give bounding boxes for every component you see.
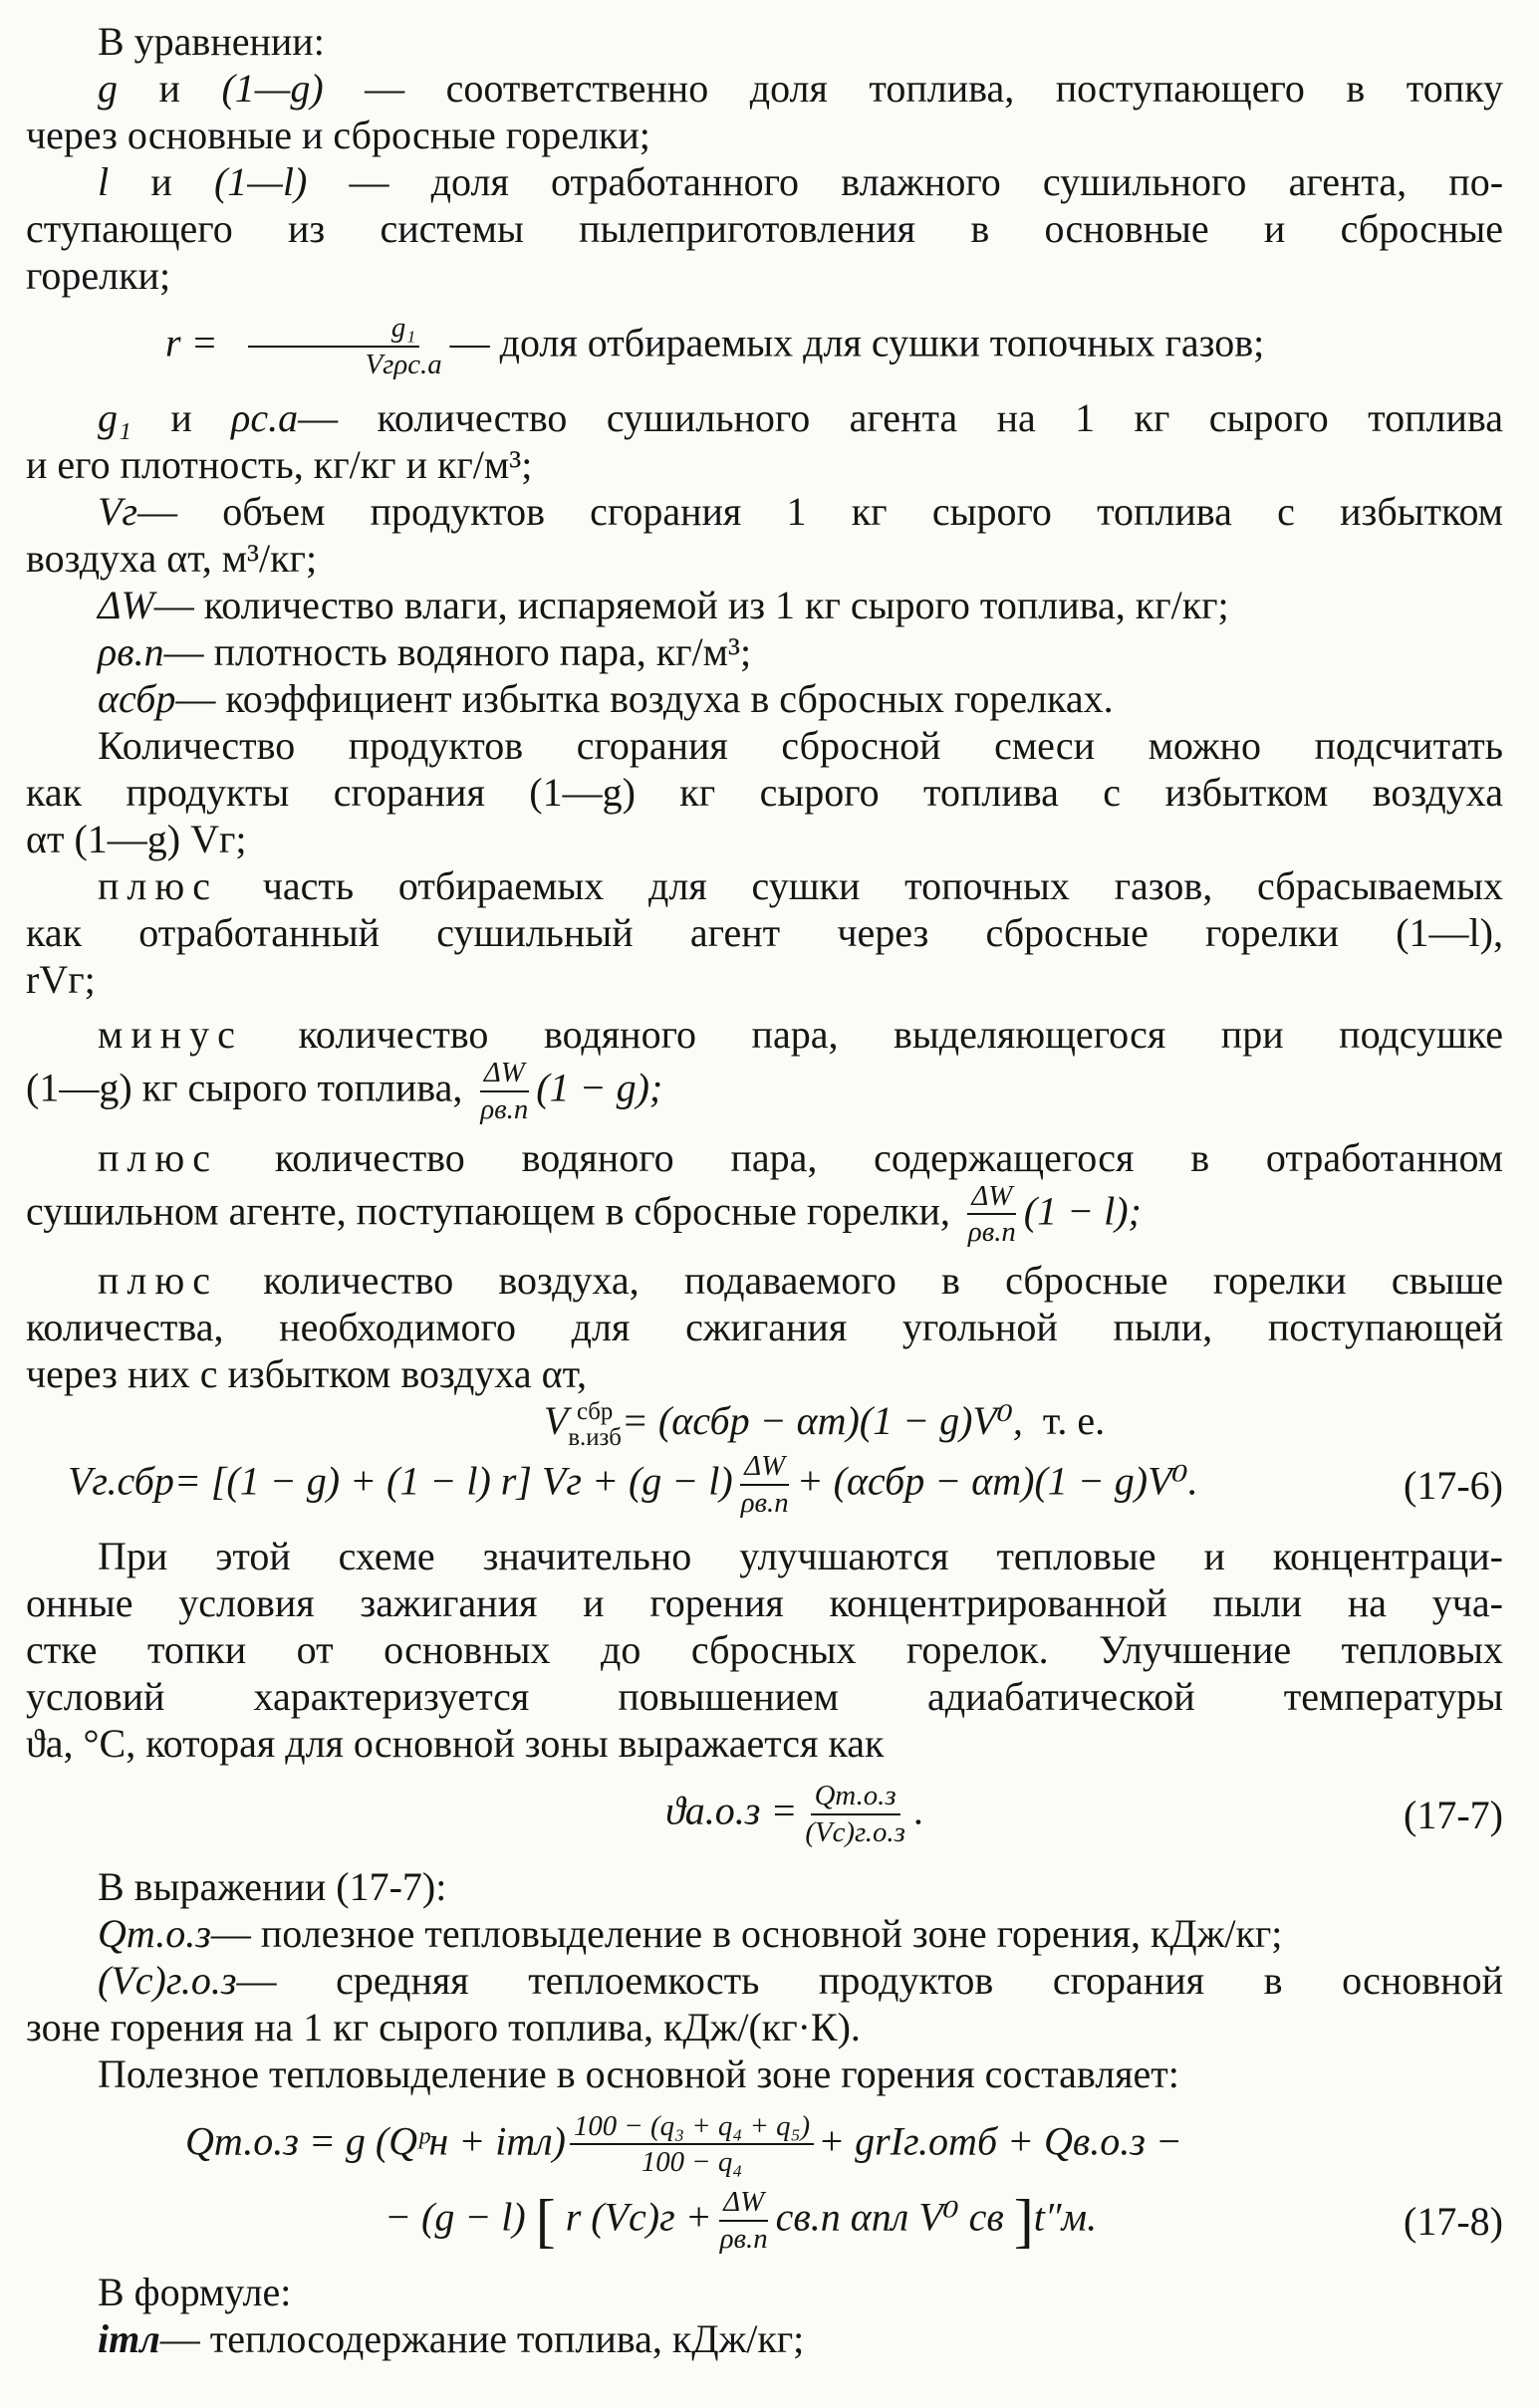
plus3-word: плюс bbox=[98, 1258, 219, 1304]
eq-17-8-fraction bbox=[570, 2111, 814, 2179]
sym-g: g bbox=[98, 66, 118, 111]
eq-17-8-frac2-num: ΔW bbox=[719, 2187, 768, 2222]
eq-17-7-lhs: ϑа.о.з = bbox=[665, 1788, 798, 1833]
def-l-cont: ступающего из системы пылеприготовления в основные и сбросные bbox=[26, 206, 1503, 251]
def-alpha bbox=[26, 675, 1503, 722]
minus1-frac-den: ρв.п bbox=[480, 1093, 529, 1126]
eq-v-izb-indices bbox=[568, 1399, 622, 1451]
eq-17-8-number: (17-8) bbox=[1404, 2198, 1503, 2244]
eq-17-8-body1 bbox=[185, 2111, 1503, 2179]
eq-17-7-fraction bbox=[801, 1781, 908, 1848]
sym-l: l bbox=[98, 159, 110, 204]
expr-heading: В выражении (17-7): bbox=[98, 1863, 447, 1909]
eq-v-izb bbox=[26, 1397, 1503, 1451]
def-vc-cont: зоне горения на 1 кг сырого топлива, кДж/(кг·К). bbox=[26, 2004, 861, 2049]
eq-17-8-frac2-den: ρв.п bbox=[719, 2222, 768, 2255]
eq-17-7-tail: . bbox=[912, 1788, 923, 1833]
eq-17-8-line2a: − (g − l) bbox=[385, 2194, 526, 2240]
minus1-line2 bbox=[26, 1058, 1503, 1125]
def-r-text: — доля отбираемых для сушки топочных газов; bbox=[449, 320, 1265, 365]
eq-v-izb-lhs: V bbox=[543, 1398, 569, 1444]
def-g: g и (1—g) — соответственно доля топлива, поступающего в топку bbox=[98, 66, 1504, 111]
equation-17-8-line2 bbox=[26, 2187, 1503, 2255]
minus1-text: количество водяного пара, выделяющегося при подсушке bbox=[298, 1012, 1503, 1058]
def-g1 bbox=[26, 394, 1503, 441]
def-vc-text: — средняя теплоемкость продуктов сгорания в основной bbox=[236, 1957, 1503, 2003]
intro-heading: В уравнении: bbox=[98, 19, 325, 64]
def-itl bbox=[26, 2315, 1503, 2362]
plus3-line3: через них с избытком воздуха αт, bbox=[26, 1351, 588, 1397]
open-bracket: [ bbox=[535, 2188, 556, 2255]
eq-17-8-fraction2 bbox=[716, 2187, 772, 2255]
def-rho-vp-text: — плотность водяного пара, кг/м³; bbox=[163, 629, 752, 675]
plus2-line1 bbox=[26, 1134, 1503, 1181]
r-frac-num: g₁ bbox=[248, 313, 419, 348]
def-vg-text: — объем продуктов сгорания 1 кг сырого топлива с избытком bbox=[137, 489, 1503, 535]
plus2-frac-num: ΔW bbox=[967, 1181, 1016, 1216]
sym-alpha: αсбр bbox=[98, 676, 176, 722]
scheme-line4: условий характеризуется повышением адиабатической температуры bbox=[26, 1674, 1503, 1720]
eq-v-izb-sub: в.изб bbox=[568, 1423, 622, 1451]
def-l-cont2: горелки; bbox=[26, 253, 171, 298]
def-g1-text: — количество сушильного агента на 1 кг сырого топлива bbox=[298, 395, 1504, 441]
minus1-tail: (1 − g); bbox=[536, 1065, 663, 1110]
r-lhs: r = bbox=[165, 320, 218, 365]
minus1-word: минус bbox=[98, 1012, 243, 1058]
def-alpha-text: — коэффициент избытка воздуха в сбросных горелках. bbox=[175, 676, 1114, 722]
minus1-line1 bbox=[26, 1011, 1503, 1058]
count-line3: αт (1—g) Vг; bbox=[26, 817, 247, 862]
def-itl-text: — теплосодержание топлива, кДж/кг; bbox=[159, 2316, 805, 2362]
def-vc bbox=[26, 1957, 1503, 2004]
count-line1: Количество продуктов сгорания сбросной смеси можно подсчитать bbox=[98, 723, 1503, 769]
plus1-line3: rVг; bbox=[26, 957, 96, 1003]
def-q bbox=[26, 1910, 1503, 1957]
minus1-frac-num: ΔW bbox=[480, 1058, 529, 1092]
sym-itl: iтл bbox=[98, 2316, 160, 2362]
eq-17-8-line2d: t″м. bbox=[1033, 2194, 1098, 2240]
useful-heat-line: Полезное тепловыделение в основной зоне горения составляет: bbox=[98, 2050, 1179, 2096]
def-q-text: — полезное тепловыделение в основной зоне горения, кДж/кг; bbox=[210, 1910, 1283, 1956]
eq-17-8-line2b: r (Vc)г + bbox=[565, 2194, 712, 2240]
def-g1-cont: и его плотность, кг/кг и кг/м³; bbox=[26, 442, 533, 488]
eq-17-6-part2: + (αсбр − αт)(1 − g)V⁰. bbox=[796, 1458, 1198, 1504]
plus2-tail: (1 − l); bbox=[1023, 1188, 1142, 1234]
plus2-word: плюс bbox=[98, 1134, 219, 1180]
scheme-line2: онные условия зажигания и горения концентрированной пыли на уча- bbox=[26, 1580, 1503, 1626]
eq-17-6-lhs: Vг.сбр bbox=[68, 1458, 174, 1504]
equation-17-7 bbox=[26, 1781, 1503, 1848]
eq-17-8-body2 bbox=[385, 2187, 1404, 2255]
plus2-text: количество водяного пара, содержащегося в отработанном bbox=[274, 1134, 1503, 1180]
def-dw bbox=[26, 582, 1503, 628]
eq-v-izb-rhs: = (αсбр − αт)(1 − g)V⁰, bbox=[621, 1398, 1023, 1444]
sym-rho-vp: ρв.п bbox=[98, 629, 164, 675]
def-vg bbox=[26, 488, 1503, 535]
def-dw-text: — количество влаги, испаряемой из 1 кг сырого топлива, кг/кг; bbox=[153, 583, 1229, 628]
minus1-fraction bbox=[476, 1058, 532, 1125]
plus1-text: часть отбираемых для сушки топочных газов, сбрасываемых bbox=[262, 863, 1504, 909]
sym-dw: ΔW bbox=[98, 583, 154, 628]
plus3-text: количество воздуха, подаваемого в сбросные горелки свыше bbox=[263, 1258, 1503, 1304]
sym-vc: (Vc)г.о.з bbox=[98, 1957, 237, 2003]
plus1-line1 bbox=[26, 862, 1503, 909]
expr-1-l: (1—l) bbox=[213, 159, 308, 204]
plus2-text2: сушильном агенте, поступающем в сбросные горелки, bbox=[26, 1188, 950, 1234]
g1-and: и bbox=[170, 395, 192, 441]
sym-rho-sa: ρс.а bbox=[231, 395, 299, 441]
scheme-line5: ϑа, °С, которая для основной зоны выражается как bbox=[26, 1721, 885, 1767]
eq-17-6-frac-num: ΔW bbox=[740, 1451, 789, 1486]
plus2-line2 bbox=[26, 1181, 1503, 1249]
sym-q: Qт.о.з bbox=[98, 1910, 211, 1956]
scheme-line3: стке топки от основных до сбросных горелок. Улучшение тепловых bbox=[26, 1627, 1503, 1673]
eq-v-izb-sup: сбр bbox=[576, 1397, 614, 1425]
def-vg-cont: воздуха αт, м³/кг; bbox=[26, 536, 318, 582]
expr-1-g: (1—g) bbox=[221, 66, 324, 111]
def-rho-vp bbox=[26, 628, 1503, 675]
def-g-cont: через основные и сбросные горелки; bbox=[26, 113, 650, 157]
eq-17-8-frac-den: 100 − q₄ bbox=[641, 2146, 743, 2179]
formula-heading: В формуле: bbox=[98, 2270, 292, 2315]
count-line2: как продукты сгорания (1—g) кг сырого топлива с избытком воздуха bbox=[26, 770, 1503, 816]
plus1-word: плюс bbox=[98, 863, 219, 909]
plus2-fraction bbox=[964, 1181, 1020, 1249]
minus1-text2: (1—g) кг сырого топлива, bbox=[26, 1065, 463, 1110]
eq-17-6-body bbox=[68, 1451, 1404, 1519]
plus1-line2: как отработанный сушильный агент через сбросные горелки (1—l), bbox=[26, 910, 1503, 956]
plus3-line1 bbox=[26, 1257, 1503, 1304]
def-r bbox=[26, 313, 1503, 380]
eq-17-7-number: (17-7) bbox=[1404, 1792, 1503, 1837]
eq-17-6-part1: = [(1 − g) + (1 − l) r] Vг + (g − l) bbox=[173, 1458, 733, 1504]
scheme-line1: При этой схеме значительно улучшаются тепловые и концентраци- bbox=[98, 1534, 1503, 1579]
plus2-frac-den: ρв.п bbox=[967, 1216, 1016, 1249]
plus3-line2: количества, необходимого для сжигания угольной пыли, поступающей bbox=[26, 1305, 1503, 1350]
def-l-text: — доля отработанного влажного сушильного агента, по- bbox=[349, 159, 1504, 204]
eq-17-7-body bbox=[26, 1781, 1404, 1848]
sym-g1: g₁ bbox=[98, 395, 131, 441]
sym-vg: Vг bbox=[98, 489, 138, 535]
eq-17-6-number: (17-6) bbox=[1404, 1462, 1503, 1508]
close-bracket: ] bbox=[1013, 2188, 1034, 2255]
eq-17-8-lhs: Qт.о.з = g (Qᵖн + iтл) bbox=[185, 2117, 566, 2163]
eq-17-7-frac-den: (Vc)г.о.з bbox=[805, 1815, 905, 1848]
eq-17-8-part1: + grIг.отб + Qв.о.з − bbox=[818, 2117, 1182, 2163]
eq-17-7-frac-num: Qт.о.з bbox=[811, 1781, 900, 1815]
r-fraction bbox=[222, 313, 446, 380]
eq-17-8-frac-num: 100 − (q₃ + q₄ + q₅) bbox=[570, 2111, 814, 2146]
eq-v-izb-tail: т. е. bbox=[1042, 1398, 1106, 1444]
eq-17-6-frac-den: ρв.п bbox=[740, 1486, 789, 1519]
equation-17-6 bbox=[26, 1451, 1503, 1519]
equation-17-8-line1 bbox=[26, 2111, 1503, 2179]
eq-17-8-line2c: cв.п αпл V⁰ cв bbox=[775, 2194, 1004, 2240]
def-l: l и (1—l) — доля отработанного влажного сушильного агента, по- bbox=[98, 159, 1504, 204]
def-g-text: — соответственно доля топлива, поступающего в топку bbox=[365, 66, 1504, 111]
eq-17-6-fraction bbox=[737, 1451, 793, 1519]
r-frac-den: Vгρс.а bbox=[365, 348, 442, 380]
